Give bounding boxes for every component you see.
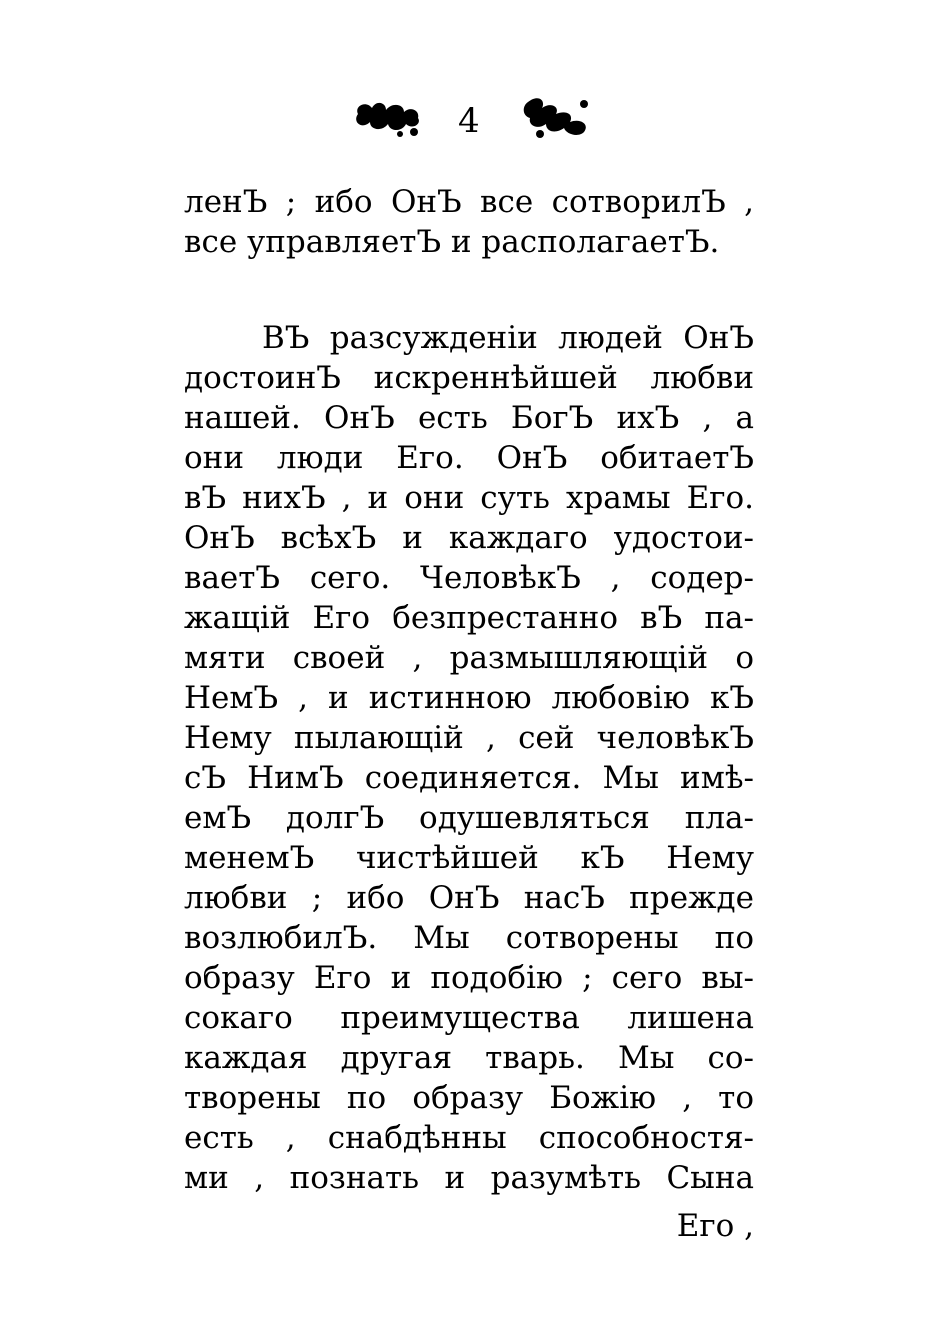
text-line: творены по образу Божію , то xyxy=(184,1080,754,1116)
text-line: любви ; ибо ОнЪ насЪ прежде xyxy=(184,880,754,916)
page-header xyxy=(0,92,936,152)
text-line: Нему пылающій , сей человѣкЪ xyxy=(184,720,754,756)
text-line: мяти своей , размышляющій о xyxy=(184,640,754,676)
text-line: емЪ долгЪ одушевляться пла- xyxy=(184,800,754,836)
text-line: нашей. ОнЪ есть БогЪ ихЪ , а xyxy=(184,400,754,436)
text-line: сокаго преимущества лишена xyxy=(184,1000,754,1036)
text-line: ми , познать и разумѣть Сына xyxy=(184,1160,754,1196)
text-line: ваетЪ сего. ЧеловѣкЪ , содер- xyxy=(184,560,754,596)
text-line: есть , снабдѣнны способностя- xyxy=(184,1120,754,1156)
text-line: менемЪ чистѣйшей кЪ Нему xyxy=(184,840,754,876)
text-line: возлюбилЪ. Мы сотворены по xyxy=(184,920,754,956)
text-line: вЪ нихЪ , и они суть храмы Его. xyxy=(184,480,754,516)
text-line: ВЪ разсужденіи людей ОнЪ xyxy=(262,320,754,356)
text-line: они люди Его. ОнЪ обитаетЪ xyxy=(184,440,754,476)
text-line: достоинЪ искреннѣйшей любви xyxy=(184,360,754,396)
text-line: жащій Его безпрестанно вЪ па- xyxy=(184,600,754,636)
text-line: ОнЪ всѣхЪ и каждаго удостои- xyxy=(184,520,754,556)
text-line: ленЪ ; ибо ОнЪ все сотворилЪ , xyxy=(184,184,754,220)
text-line: НемЪ , и истинною любовію кЪ xyxy=(184,680,754,716)
left-ornament-icon xyxy=(352,92,424,144)
catchword: Его , xyxy=(676,1208,754,1244)
right-ornament-icon xyxy=(520,92,592,144)
page-number: 4 xyxy=(458,101,480,141)
text-line: каждая другая тварь. Мы со- xyxy=(184,1040,754,1076)
text-line: все управляетЪ и располагаетЪ. xyxy=(184,224,720,260)
text-line: сЪ НимЪ соединяется. Мы имѣ- xyxy=(184,760,754,796)
text-line: образу Его и подобію ; сего вы- xyxy=(184,960,754,996)
page-text xyxy=(184,182,754,1248)
